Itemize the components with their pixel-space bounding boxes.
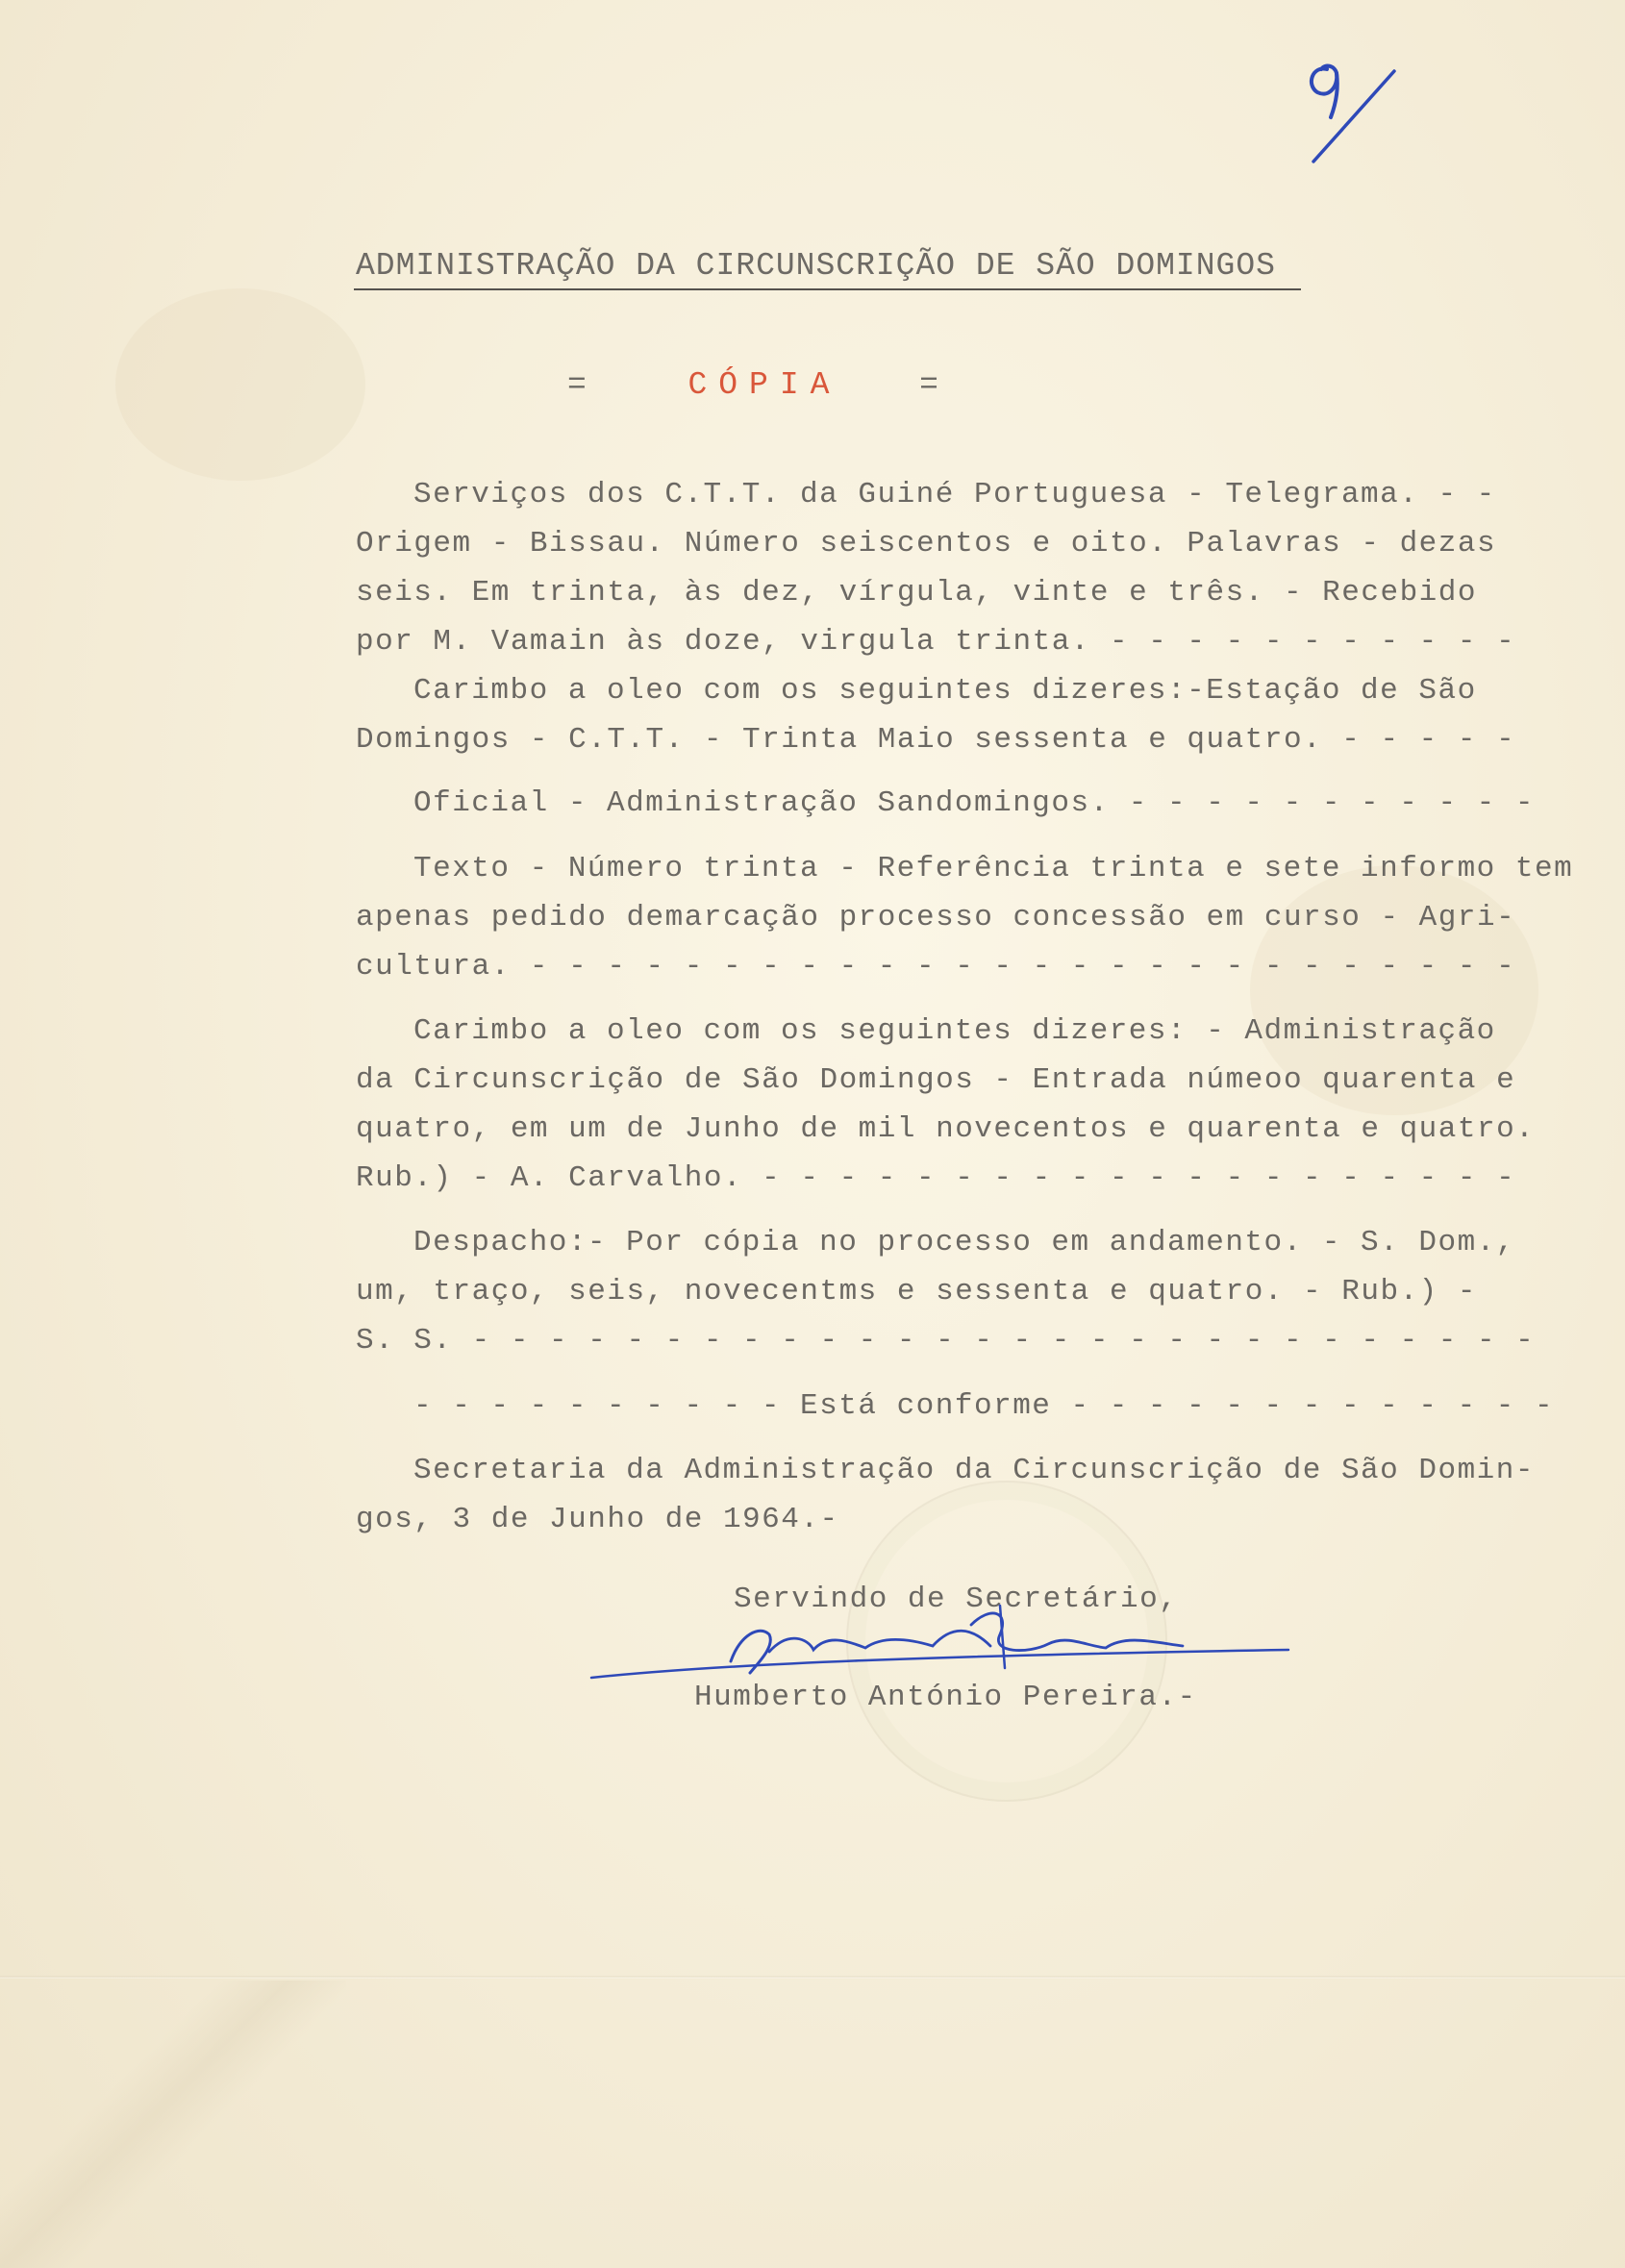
signatory-name: Humberto António Pereira.- <box>694 1681 1197 1714</box>
text-line: Rub.) - A. Carvalho. - - - - - - - - - - - - - - - - - - - - <box>356 1161 1516 1195</box>
text-line: Domingos - C.T.T. - Trinta Maio sessenta e quatro. - - - - - <box>356 723 1516 757</box>
text-line: Carimbo a oleo com os seguintes dizeres:-Estação de São <box>413 674 1477 708</box>
text-line: Texto - Número trinta - Referência trinta e sete informo tem <box>413 852 1574 885</box>
text-line: apenas pedido demarcação processo concessão em curso - Agri- <box>356 901 1516 935</box>
signatory-role: Servindo de Secretário, <box>734 1583 1179 1616</box>
text-line: Secretaria da Administração da Circunscrição de São Domin- <box>413 1454 1535 1487</box>
text-line: Serviços dos C.T.T. da Guiné Portuguesa - Telegrama. - - <box>413 478 1496 511</box>
text-line: Oficial - Administração Sandomingos. - - - - - - - - - - - <box>413 786 1535 820</box>
text-line: seis. Em trinta, às dez, vírgula, vinte e três. - Recebido <box>356 576 1477 610</box>
text-line: S. S. - - - - - - - - - - - - - - - - - - - - - - - - - - - - <box>356 1324 1536 1358</box>
document-heading: ADMINISTRAÇÃO DA CIRCUNSCRIÇÃO DE SÃO DOMINGOS <box>356 248 1276 284</box>
text-line: um, traço, seis, novecentms e sessenta e quatro. - Rub.) - <box>356 1275 1477 1308</box>
conformity-line: - - - - - - - - - - Está conforme - - - - - - - - - - - - - <box>413 1389 1555 1423</box>
text-line: da Circunscrição de São Domingos - Entrada númeoo quarenta e <box>356 1063 1516 1097</box>
copy-right-mark: = <box>919 367 950 403</box>
text-line: Despacho:- Por cópia no processo em andamento. - S. Dom., <box>413 1226 1515 1259</box>
text-line: cultura. - - - - - - - - - - - - - - - - - - - - - - - - - - <box>356 950 1516 984</box>
copy-word: CÓPIA <box>688 367 841 403</box>
text-line: por M. Vamain às doze, virgula trinta. - - - - - - - - - - - <box>356 625 1516 659</box>
copy-left-mark: = <box>567 367 598 403</box>
date-line: gos, 3 de Junho de 1964.- <box>356 1503 839 1536</box>
text-line: Origem - Bissau. Número seiscentos e oito. Palavras - dezas <box>356 527 1497 561</box>
text-line: Carimbo a oleo com os seguintes dizeres: - Administração <box>413 1014 1496 1048</box>
text-line: quatro, em um de Junho de mil novecentos e quarenta e quatro. <box>356 1112 1536 1146</box>
